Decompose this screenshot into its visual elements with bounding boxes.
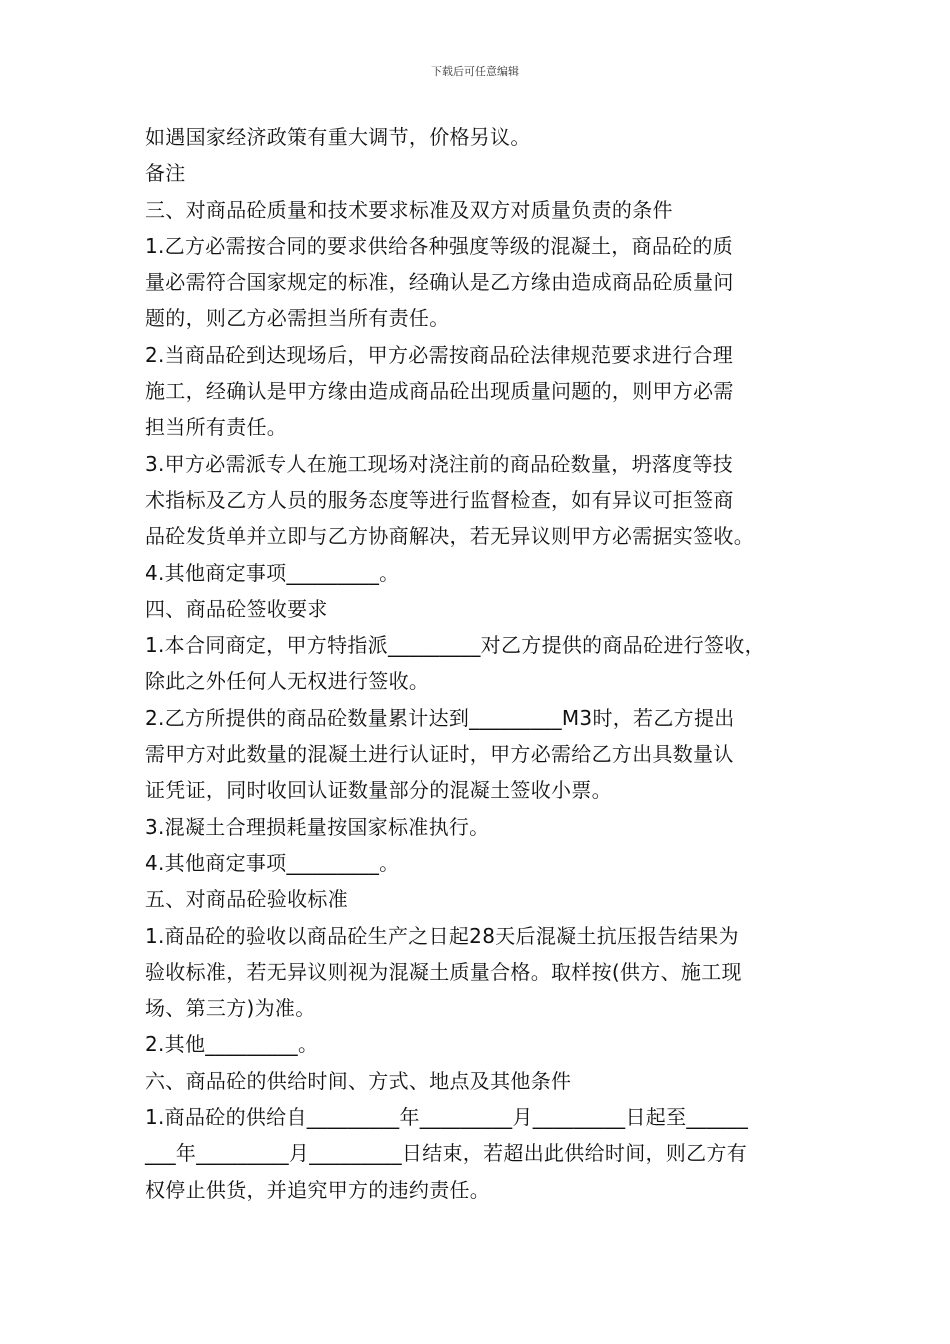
paragraph-line: 3.甲方必需派专人在施工现场对浇注前的商品砼数量，坍落度等技	[145, 451, 734, 476]
page-header-note: 下载后可任意编辑	[431, 65, 519, 78]
section-heading: 三、对商品砼质量和技术要求标准及双方对质量负责的条件	[145, 197, 673, 222]
paragraph-line: 题的，则乙方必需担当所有责任。	[145, 306, 450, 331]
paragraph-line: 施工，经确认是甲方缘由造成商品砼出现质量问题的，则甲方必需	[145, 379, 734, 404]
paragraph-line: 3.混凝土合理损耗量按国家标准执行。	[145, 814, 490, 839]
paragraph-line: 验收标准，若无异议则视为混凝土质量合格。取样按(供方、施工现	[145, 959, 742, 984]
paragraph-line: 证凭证，同时收回认证数量部分的混凝土签收小票。	[145, 778, 612, 803]
paragraph-line: 2.其他_________。	[145, 1032, 319, 1057]
paragraph-line: 如遇国家经济政策有重大调节，价格另议。	[145, 125, 531, 149]
paragraph-line: 4.其他商定事项_________。	[145, 560, 400, 585]
paragraph-line: 量必需符合国家规定的标准，经确认是乙方缘由造成商品砼质量问	[145, 270, 734, 295]
paragraph-line: 权停止供货，并追究甲方的违约责任。	[145, 1177, 491, 1202]
section-heading: 五、对商品砼验收标准	[145, 887, 348, 912]
paragraph-line: 1.本合同商定，甲方特指派_________对乙方提供的商品砼进行签收，	[145, 633, 765, 658]
paragraph-line: 品砼发货单并立即与乙方协商解决，若无异议则甲方必需据实签收。	[145, 524, 754, 549]
paragraph-line: 2.乙方所提供的商品砼数量累计达到_________M3时，若乙方提出	[145, 705, 735, 730]
section-heading: 六、商品砼的供给时间、方式、地点及其他条件	[145, 1068, 572, 1093]
paragraph-line: 备注	[145, 161, 186, 186]
paragraph-line: 担当所有责任。	[145, 415, 288, 440]
paragraph-line: 场、第三方)为准。	[145, 996, 316, 1021]
paragraph-line: 术指标及乙方人员的服务态度等进行监督检查，如有异议可拒签商	[145, 487, 734, 512]
paragraph-line: 2.当商品砼到达现场后，甲方必需按商品砼法律规范要求进行合理	[145, 342, 734, 367]
paragraph-line: 1.商品砼的验收以商品砼生产之日起28天后混凝土抗压报告结果为	[145, 923, 739, 948]
paragraph-line: 1.商品砼的供给自_________年_________月_________日起至______	[145, 1105, 749, 1130]
paragraph-line: 1.乙方必需按合同的要求供给各种强度等级的混凝土，商品砼的质	[145, 233, 734, 258]
paragraph-line: 需甲方对此数量的混凝土进行认证时，甲方必需给乙方出具数量认	[145, 742, 734, 767]
document-body	[145, 119, 825, 1208]
paragraph-line: ___年_________月_________日结束，若超出此供给时间，则乙方有	[145, 1141, 747, 1166]
paragraph-line: 除此之外任何人无权进行签收。	[145, 669, 430, 694]
paragraph-line: 4.其他商定事项_________。	[145, 850, 400, 875]
section-heading: 四、商品砼签收要求	[145, 596, 328, 621]
